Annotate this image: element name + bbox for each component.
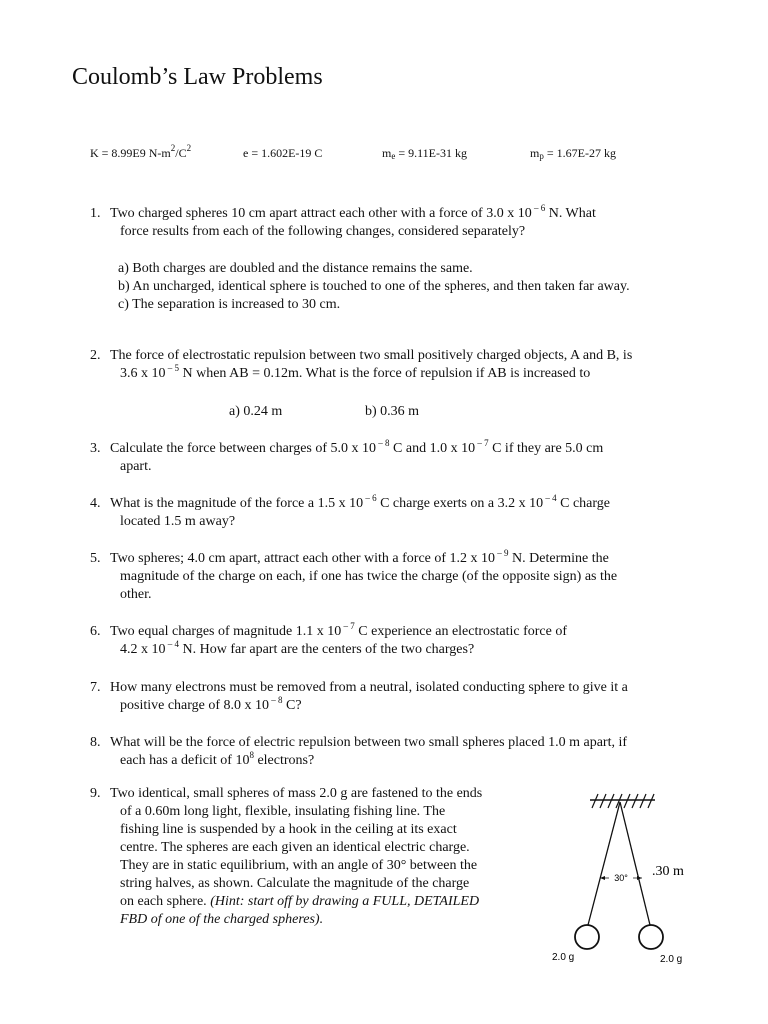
question-4: 4. What is the magnitude of the force a 1.5 x 10 $^{- 6}$ C charge exerts on a 3.2 x 10 $^{- 4}$ C charge located 1.5 m away? bbox=[90, 493, 611, 529]
string-left bbox=[588, 802, 620, 925]
sphere-left bbox=[575, 925, 599, 949]
question-2-part-b: b) 0.36 m bbox=[365, 404, 420, 419]
string-right bbox=[620, 802, 650, 925]
question-7: 7. How many electrons must be removed from a neutral, isolated conducting sphere to give it a positive charge of 8.0 x 10 $^{- 8}$ C? bbox=[90, 680, 628, 713]
question-2-part-a: a) 0.24 m bbox=[229, 404, 283, 419]
pendulum-diagram bbox=[540, 780, 730, 970]
mass-label-right: 2.0 g bbox=[660, 954, 683, 965]
mass-label-left: 2.0 g bbox=[552, 952, 575, 963]
constant-mp: $m_p = 1.67E-27$ kg bbox=[530, 146, 616, 161]
question-3: 3. Calculate the force between charges of 5.0 x 10 $^{- 8}$ C and 1.0 x 10 $^{- 7}$ C if they are 5.0 cm apart. bbox=[90, 438, 604, 474]
length-label: .30 m bbox=[652, 864, 684, 879]
question-1-part-b: b) An uncharged, identical sphere is touched to one of the spheres, and then taken far away. bbox=[118, 279, 630, 294]
question-1: 1. Two charged spheres 10 cm apart attract each other with a force of 3.0 x 10 $^{- 6}$ N. What force results from each of the following changes, considered separately? bbox=[90, 203, 596, 239]
question-9-hint: (Hint: start off by drawing a FULL, DETAILED bbox=[210, 894, 480, 909]
question-9: 9. Two identical, small spheres of mass 2.0 g are fastened to the ends of a 0.60m long light, flexible, insulating fishing line. The fishing line is suspended by a hook in the ceiling at its exact centre. The spheres are each given an identical electric charge. They are in static equilibrium, with an angle of 30° between the string halves, as shown. Calculate the magnitude of the charge on each sphere. (Hint: start off by drawing a FULL, DETAILED FBD of one of the charged spheres). bbox=[90, 786, 483, 927]
angle-label: 30° bbox=[614, 873, 628, 883]
constant-e: e = 1.602E-19 C bbox=[243, 146, 323, 160]
constant-k: K = 8.99E9 $N-m^2/C^2$ bbox=[90, 143, 192, 160]
question-1-part-a: a) Both charges are doubled and the distance remains the same. bbox=[118, 261, 473, 276]
constant-me: $m_e = 9.11E-31$ kg bbox=[382, 146, 467, 161]
question-1-part-c: c) The separation is increased to 30 cm. bbox=[118, 297, 341, 312]
question-2: 2. The force of electrostatic repulsion between two small positively charged objects, A and B, is 3.6 x 10 $^{- 5}$ N when AB = 0.12m. What is the force of repulsion if AB is increased to bbox=[90, 348, 633, 381]
question-8: 8. What will be the force of electric repulsion between two small spheres placed 1.0 m apart, if each has a deficit of $10^8$ electrons? bbox=[90, 735, 628, 768]
question-6: 6. Two equal charges of magnitude 1.1 x 10 $^{- 7}$ C experience an electrostatic force of 4.2 x 10 $^{- 4}$ N. How far apart are the centers of the two charges? bbox=[90, 621, 567, 657]
page-title: Coulomb’s Law Problems bbox=[72, 64, 323, 90]
question-5: 5. Two spheres; 4.0 cm apart, attract each other with a force of 1.2 x 10 $^{- 9}$ N. Determine the magnitude of the charge on each, if one has twice the charge (of the opposite sign) as the other. bbox=[90, 548, 618, 602]
ceiling-hatching bbox=[592, 794, 654, 808]
sphere-right bbox=[639, 925, 663, 949]
